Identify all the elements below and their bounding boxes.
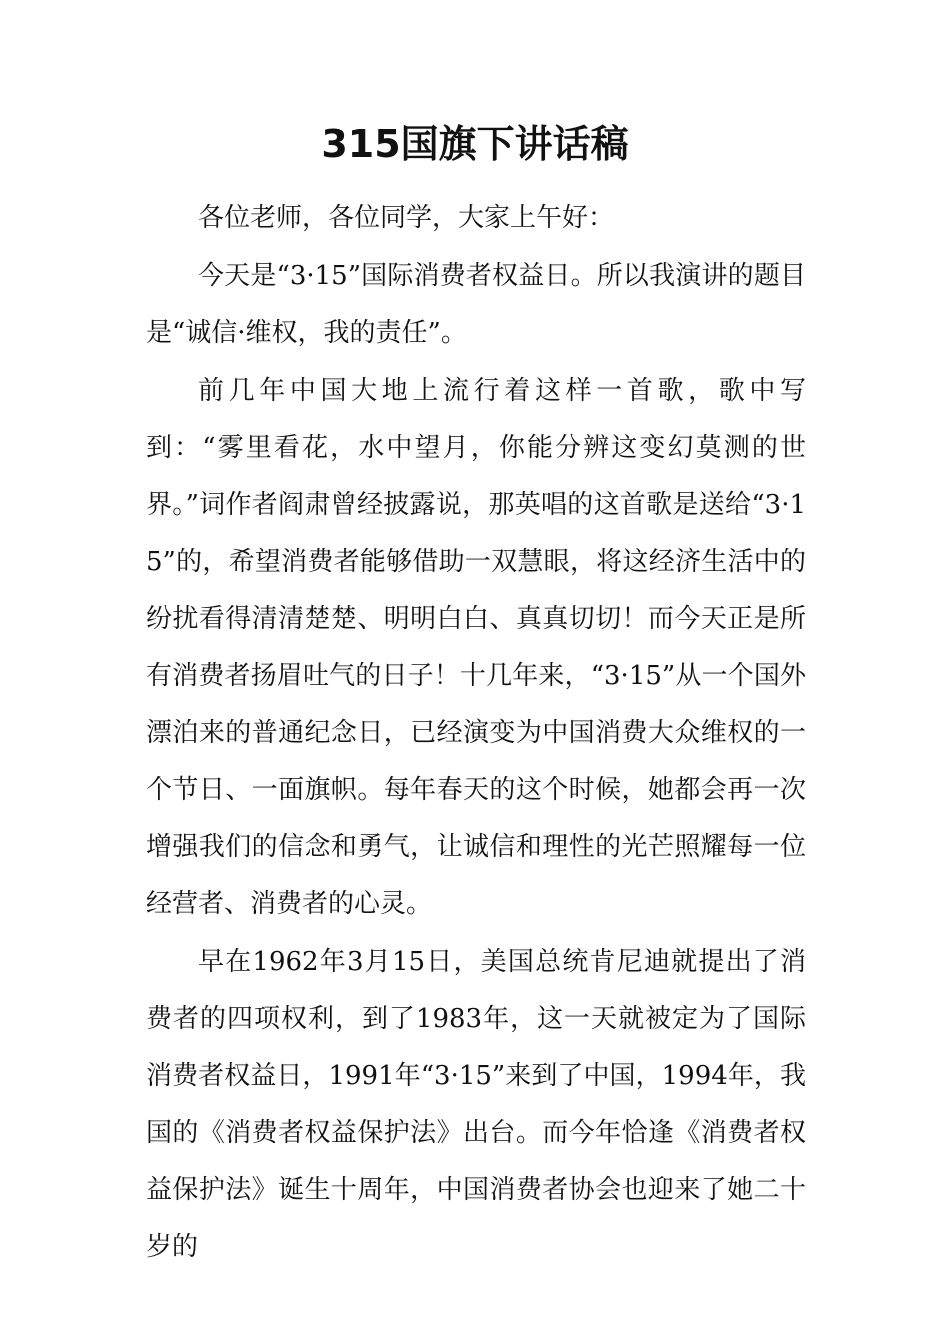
paragraph-greeting: 各位老师，各位同学，大家上午好： [198, 203, 615, 233]
paragraph-song: 前几年中国大地上流行着这样一首歌，歌中写到：“雾里看花，水中望月，你能分辨这变幻莫测的世界。”词作者阎肃曾经披露说，那英唱的这首歌是送给“3·15”的，希望消费者能够借助一双慧眼，将这经济生活中的纷扰看得清清楚楚、明明白白、真真切切！而今天正是所有消费者扬眉吐气的日子！十几年来，“3·15”从一个国外漂泊来的普通纪念日，已经演变为中国消费大众维权的一个节日、一面旗帜。每年春天的这个时候，她都会再一次增强我们的信念和勇气，让诚信和理性的光芒照耀每一位经营者、消费者的心灵。 [146, 376, 806, 919]
document-title: 315国旗下讲话稿 [321, 122, 629, 166]
document-body [146, 190, 806, 1277]
paragraph-topic: 今天是“3·15”国际消费者权益日。所以我演讲的题目是“诚信·维权，我的责任”。 [146, 261, 806, 348]
paragraph-history: 早在1962年3月15日，美国总统肯尼迪就提出了消费者的四项权利，到了1983年，这一天就被定为了国际消费者权益日，1991年“3·15”来到了中国，1994年，我国的《消费者权益保护法》出台。而今年恰逢《消费者权益保护法》诞生十周年，中国消费者协会也迎来了她二十岁的 [146, 947, 806, 1262]
